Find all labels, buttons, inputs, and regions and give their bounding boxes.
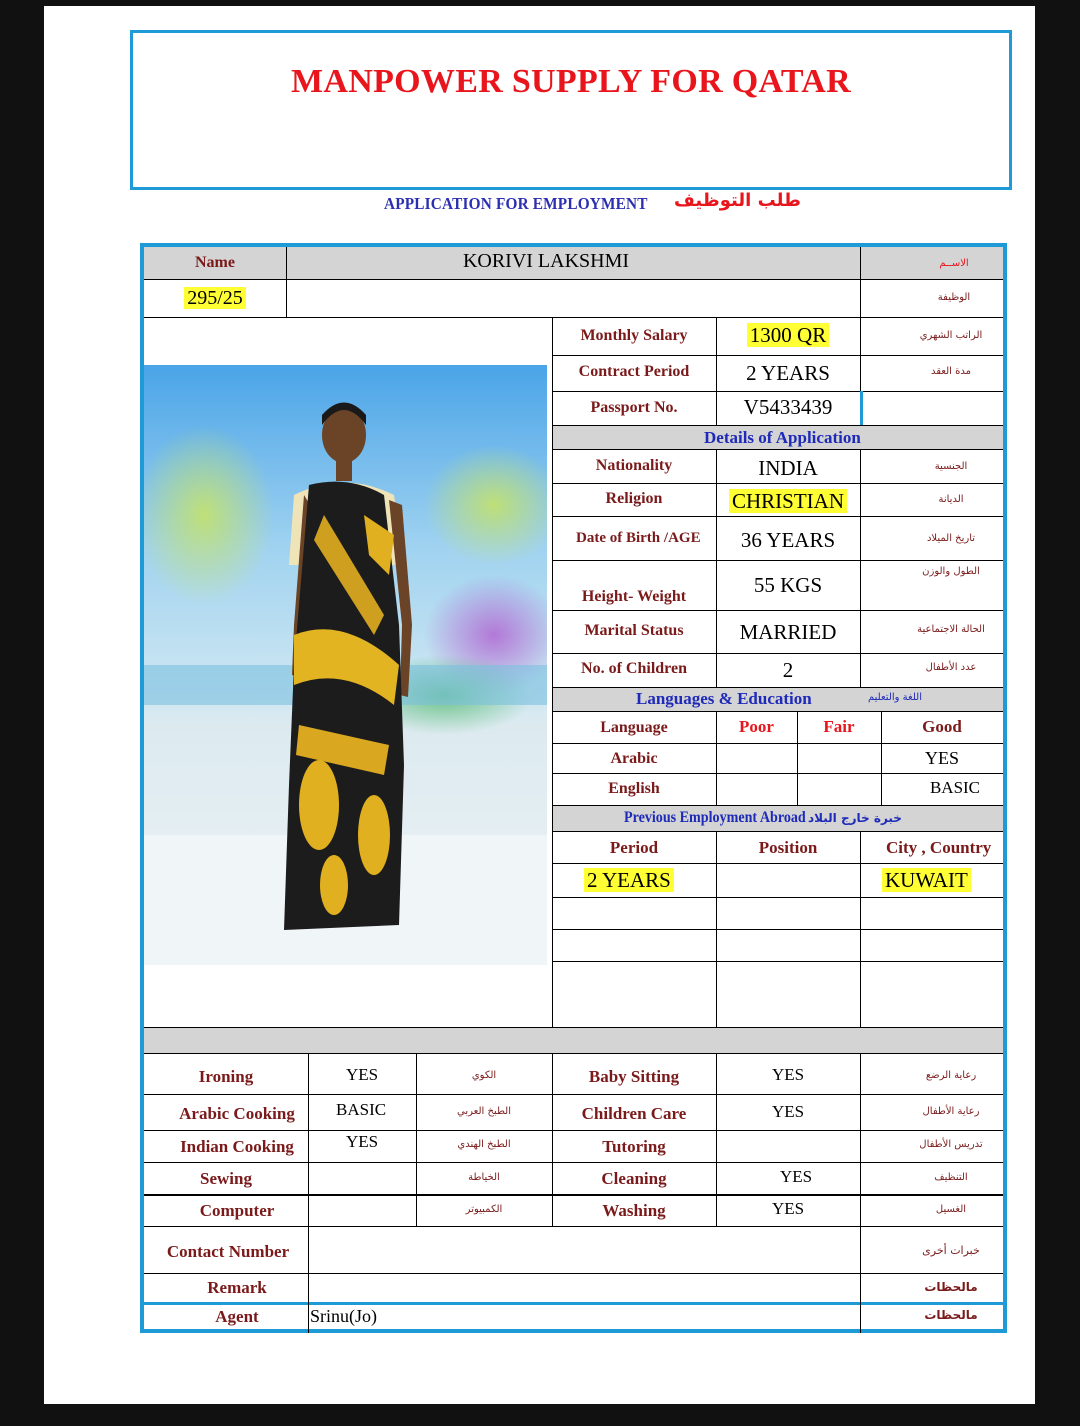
passport-value: V5433439 — [743, 395, 833, 419]
subtitle-arabic: طلب التوظيف — [674, 190, 801, 211]
skill-sewing-label: Sewing — [200, 1169, 252, 1188]
religion-label: Religion — [605, 490, 663, 507]
title-box — [130, 30, 1012, 190]
lang-header-good: Good — [922, 717, 962, 736]
marital-value: MARRIED — [739, 620, 837, 644]
contract-label: Contract Period — [578, 363, 690, 380]
lang-english-good: BASIC — [929, 778, 981, 797]
contract-value: 2 YEARS — [746, 361, 830, 385]
skill-computer-arabic: الكمبيوتر — [465, 1204, 503, 1215]
skill-ironing-value: YES — [345, 1065, 379, 1084]
skill-arabic-cooking-arabic: الطبخ العربي — [457, 1106, 511, 1117]
skill-cleaning-label: Cleaning — [601, 1169, 667, 1188]
contact-label: Contact Number — [166, 1242, 290, 1261]
skill-cleaning-arabic: التنظيف — [934, 1172, 968, 1183]
height-weight-label: Height- Weight — [581, 588, 687, 605]
agent-arabic: مالحظات — [924, 1308, 978, 1322]
skill-children-care-value: YES — [771, 1102, 805, 1121]
skill-ironing-arabic: الكوي — [471, 1070, 497, 1081]
salary-label: Monthly Salary — [580, 327, 688, 344]
religion-value: CHRISTIAN — [716, 489, 860, 514]
nationality-arabic: الجنسية — [934, 461, 968, 472]
remark-arabic: مالحظات — [924, 1280, 978, 1294]
skill-ironing-label: Ironing — [198, 1067, 254, 1086]
application-page — [44, 6, 1035, 1404]
agent-label: Agent — [215, 1307, 259, 1326]
skill-baby-sitting-value: YES — [771, 1065, 805, 1084]
children-arabic: عدد الأطفال — [925, 662, 977, 673]
lang-header-fair: Fair — [823, 717, 855, 736]
skill-children-care-label: Children Care — [581, 1104, 687, 1123]
emp-period-1: 2 YEARS — [584, 868, 674, 893]
marital-arabic: الحالة الاجتماعية — [917, 624, 985, 635]
skill-baby-sitting-arabic: رعاية الرضع — [925, 1070, 977, 1081]
skills-divider-bg — [144, 1027, 1003, 1053]
languages-title-arabic: اللغة والتعليم — [868, 692, 922, 703]
name-arabic: الاســم — [939, 258, 969, 269]
skill-washing-arabic: الغسيل — [935, 1204, 967, 1215]
reference-number: 295/25 — [144, 287, 286, 310]
skill-indian-cooking-value: YES — [345, 1132, 379, 1151]
lang-header-poor: Poor — [739, 717, 774, 736]
reference-arabic: الوظيفة — [937, 292, 971, 303]
page-title: MANPOWER SUPPLY FOR QATAR — [291, 63, 851, 100]
lang-arabic-good: YES — [924, 748, 959, 768]
skill-tutoring-label: Tutoring — [602, 1137, 666, 1156]
height-weight-arabic: الطول والوزن — [922, 566, 980, 577]
details-title: Details of Application — [704, 428, 861, 447]
emp-city-1: KUWAIT — [882, 868, 971, 893]
dob-arabic: تاريخ الميلاد — [926, 533, 976, 544]
skill-indian-cooking-label: Indian Cooking — [180, 1137, 294, 1156]
skill-computer-label: Computer — [199, 1201, 275, 1220]
agent-value: Srinu(Jo) — [310, 1306, 377, 1326]
dob-value: 36 YEARS — [740, 528, 836, 552]
skill-washing-label: Washing — [602, 1201, 666, 1220]
skill-cleaning-value: YES — [779, 1167, 813, 1186]
skill-arabic-cooking-label: Arabic Cooking — [179, 1104, 295, 1123]
applicant-photo — [144, 365, 547, 965]
emp-header-period: Period — [609, 838, 659, 857]
skill-indian-cooking-arabic: الطبخ الهندي — [457, 1139, 511, 1150]
nationality-value: INDIA — [758, 456, 818, 480]
children-value: 2 — [782, 658, 794, 682]
subtitle: APPLICATION FOR EMPLOYMENT — [384, 194, 648, 213]
remark-label: Remark — [207, 1278, 267, 1297]
passport-label: Passport No. — [590, 399, 678, 416]
religion-arabic: الديانة — [938, 494, 964, 505]
applicant-name: KORIVI LAKSHMI — [462, 250, 630, 272]
dob-label: Date of Birth /AGE — [576, 530, 701, 546]
height-weight-value: 55 KGS — [753, 573, 823, 597]
skill-children-care-arabic: رعاية الأطفال — [922, 1106, 980, 1117]
contract-arabic: مدة العقد — [931, 366, 971, 377]
skill-arabic-cooking-value: BASIC — [336, 1100, 387, 1119]
emp-header-city: City , Country — [886, 838, 992, 857]
salary-arabic: الراتب الشهري — [919, 330, 983, 341]
skill-sewing-arabic: الخياطة — [468, 1172, 500, 1183]
skill-washing-value: YES — [771, 1199, 805, 1218]
name-label: Name — [195, 254, 235, 271]
lang-arabic-label: Arabic — [610, 750, 658, 767]
person-photo-icon — [144, 365, 547, 965]
marital-label: Marital Status — [584, 622, 684, 639]
skill-baby-sitting-label: Baby Sitting — [588, 1067, 680, 1086]
salary-value: 1300 QR — [716, 323, 860, 348]
lang-english-label: English — [608, 780, 660, 797]
lang-header-language: Language — [600, 719, 668, 736]
employment-title-arabic: خبرة خارج البلاد — [808, 811, 902, 825]
skill-tutoring-arabic: تدريس الأطفال — [919, 1139, 983, 1150]
emp-header-position: Position — [758, 838, 818, 857]
employment-title: Previous Employment Abroad — [624, 809, 806, 826]
nationality-label: Nationality — [595, 457, 673, 474]
contact-arabic: خبرات أخرى — [922, 1244, 980, 1257]
languages-title: Languages & Education — [636, 689, 812, 708]
children-label: No. of Children — [581, 660, 687, 677]
